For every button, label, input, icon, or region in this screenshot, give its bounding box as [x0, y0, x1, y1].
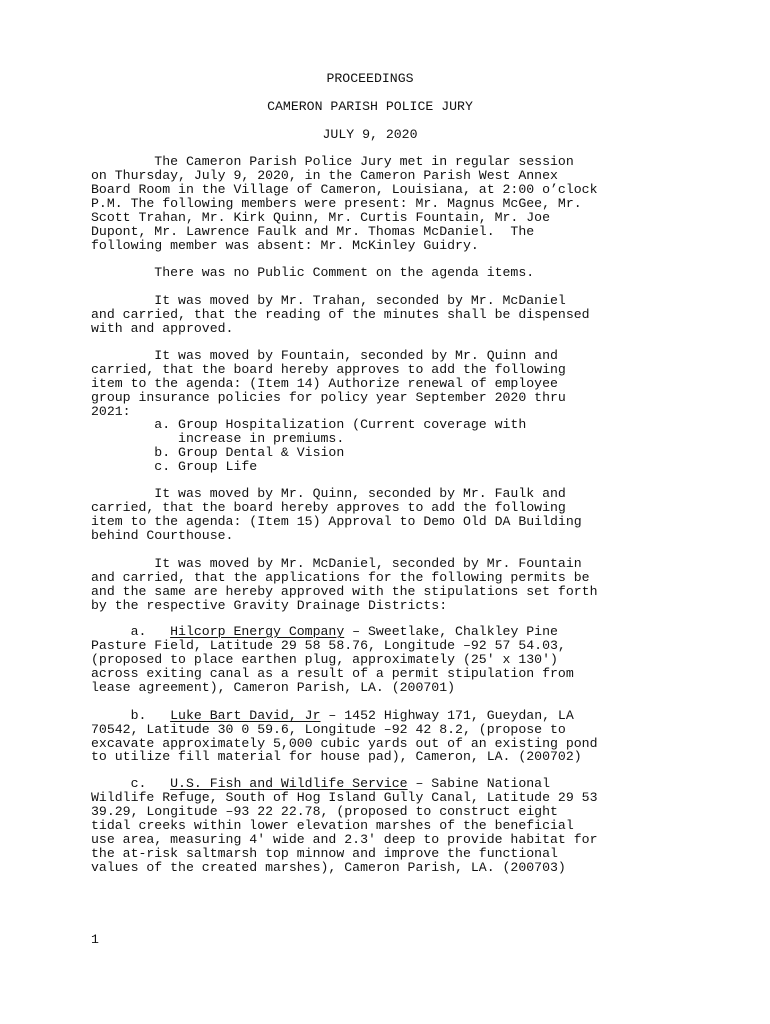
list-item: b. Group Dental & Vision	[91, 445, 345, 460]
text-line: with and approved.	[91, 321, 234, 336]
text-line: Dupont, Mr. Lawrence Faulk and Mr. Thomas McDaniel. The	[91, 224, 535, 239]
text-line: excavate approximately 5,000 cubic yards out of an existing pond	[91, 736, 598, 751]
permit-heading-line	[91, 625, 558, 639]
text-line: across exiting canal as a result of a permit stipulation from	[91, 666, 574, 681]
document-heading: PROCEEDINGS	[326, 71, 414, 86]
text-line: It was moved by Mr. Trahan, seconded by Mr. McDaniel	[91, 293, 566, 308]
text-line: It was moved by Fountain, seconded by Mr. Quinn and	[91, 348, 558, 363]
permit-location: – Sweetlake, Chalkley Pine	[344, 624, 558, 639]
permit-heading-line	[91, 709, 574, 723]
document-date: JULY 9, 2020	[322, 127, 418, 142]
permit-applicant-name: Hilcorp Energy Company	[170, 624, 345, 639]
text-line: group insurance policies for policy year September 2020 thru	[91, 390, 566, 405]
text-line: and carried, that the applications for the following permits be	[91, 570, 590, 585]
text-line: 70542, Latitude 30 0 59.6, Longitude –92 42 8.2, (propose to	[91, 722, 566, 737]
text-line: item to the agenda: (Item 14) Authorize renewal of employee	[91, 376, 558, 391]
text-line: the at-risk saltmarsh top minnow and improve the functional	[91, 846, 558, 861]
text-line: Pasture Field, Latitude 29 58 58.76, Longitude –92 57 54.03,	[91, 638, 566, 653]
permit-location: – Sabine National	[407, 776, 551, 791]
list-item: increase in premiums.	[91, 431, 345, 446]
text-line: Wildlife Refuge, South of Hog Island Gully Canal, Latitude 29 53	[91, 790, 598, 805]
list-item: a. Group Hospitalization (Current coverage with	[91, 417, 527, 432]
permit-marker: b.	[91, 708, 171, 723]
text-line: Scott Trahan, Mr. Kirk Quinn, Mr. Curtis Fountain, Mr. Joe	[91, 210, 550, 225]
page-number: 1	[91, 932, 99, 947]
text-line: following member was absent: Mr. McKinley Guidry.	[91, 238, 479, 253]
text-line: carried, that the board hereby approves to add the following	[91, 362, 566, 377]
text-line: The Cameron Parish Police Jury met in regular session	[91, 154, 574, 169]
text-line: values of the created marshes), Cameron Parish, LA. (200703)	[91, 860, 566, 875]
text-line: 2021:	[91, 404, 131, 419]
permit-heading-line	[91, 777, 550, 791]
text-line: item to the agenda: (Item 15) Approval to Demo Old DA Building	[91, 514, 582, 529]
text-line: on Thursday, July 9, 2020, in the Cameron Parish West Annex	[91, 168, 558, 183]
text-line: There was no Public Comment on the agenda items.	[91, 265, 535, 280]
text-line: carried, that the board hereby approves to add the following	[91, 500, 566, 515]
text-line: to utilize fill material for house pad), Cameron, LA. (200702)	[91, 749, 582, 764]
text-line: by the respective Gravity Drainage Districts:	[91, 598, 448, 613]
permit-marker: a.	[91, 624, 171, 639]
text-line: and carried, that the reading of the minutes shall be dispensed	[91, 307, 590, 322]
permit-applicant-name: Luke Bart David, Jr	[170, 708, 321, 723]
text-line: (proposed to place earthen plug, approximately (25' x 130')	[91, 652, 558, 667]
list-item: c. Group Life	[91, 459, 258, 474]
text-line: It was moved by Mr. Quinn, seconded by Mr. Faulk and	[91, 486, 566, 501]
text-line: P.M. The following members were present: Mr. Magnus McGee, Mr.	[91, 196, 582, 211]
text-line: It was moved by Mr. McDaniel, seconded by Mr. Fountain	[91, 556, 582, 571]
text-line: and the same are hereby approved with the stipulations set forth	[91, 584, 598, 599]
permit-marker: c.	[91, 776, 171, 791]
permit-applicant-name: U.S. Fish and Wildlife Service	[170, 776, 408, 791]
text-line: tidal creeks within lower elevation marshes of the beneficial	[91, 818, 574, 833]
permit-location: – 1452 Highway 171, Gueydan, LA	[320, 708, 574, 723]
text-line: use area, measuring 4' wide and 2.3' deep to provide habitat for	[91, 832, 598, 847]
text-line: behind Courthouse.	[91, 528, 234, 543]
text-line: 39.29, Longitude –93 22 22.78, (proposed to construct eight	[91, 804, 558, 819]
document-body-name: CAMERON PARISH POLICE JURY	[267, 99, 473, 114]
text-line: lease agreement), Cameron Parish, LA. (200701)	[91, 680, 456, 695]
text-line: Board Room in the Village of Cameron, Louisiana, at 2:00 o’clock	[91, 182, 598, 197]
